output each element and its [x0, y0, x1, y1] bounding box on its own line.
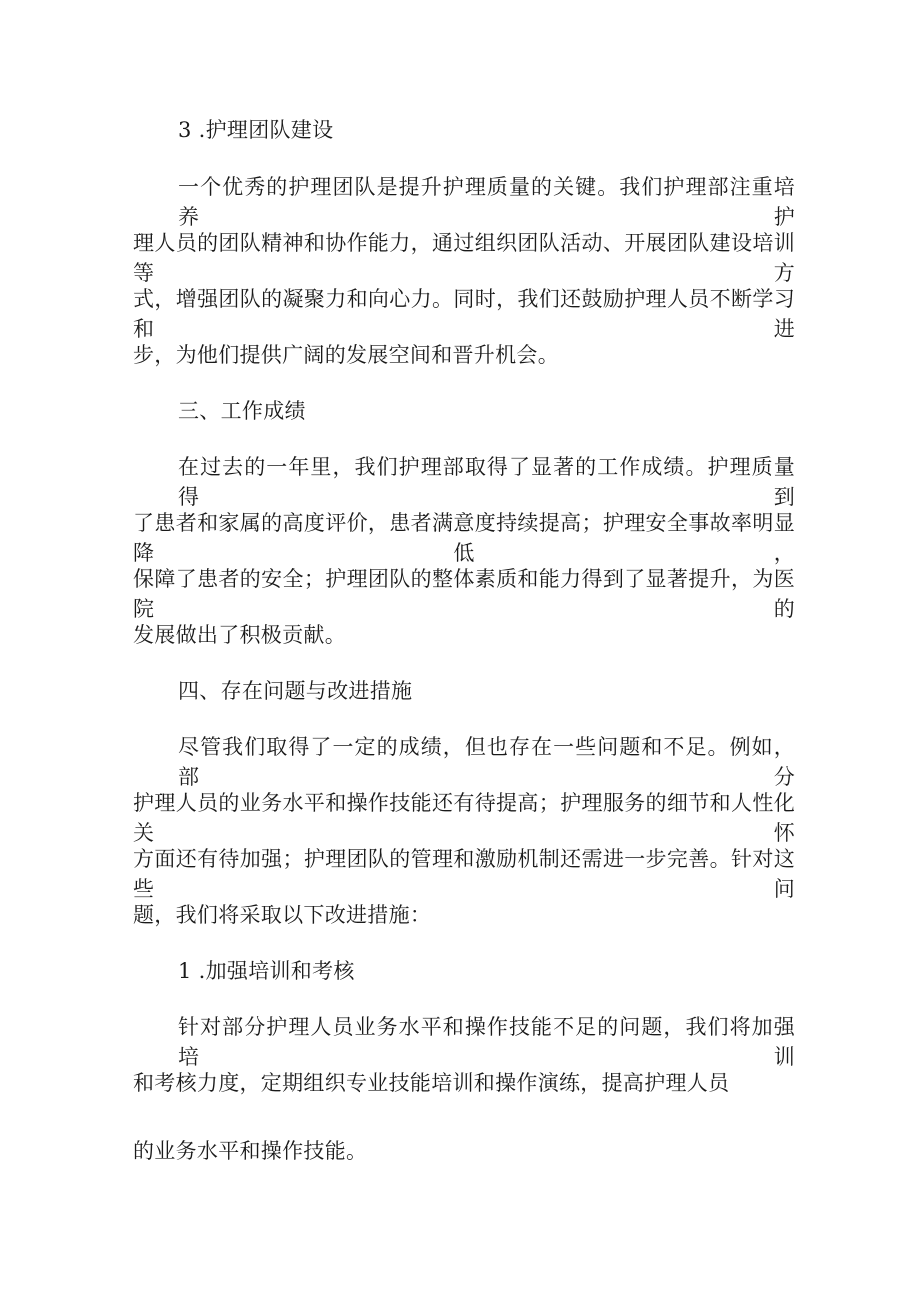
paragraph-line: 方面还有待加强；护理团队的管理和激励机制还需进一步完善。针对这些问: [133, 847, 795, 901]
paragraph-line: 式，增强团队的凝聚力和向心力。同时，我们还鼓励护理人员不断学习和进: [133, 287, 795, 341]
paragraph-line: 针对部分护理人员业务水平和操作技能不足的问题，我们将加强培训: [178, 1015, 795, 1069]
heading-team-building: 3 .护理团队建设: [178, 118, 334, 142]
paragraph-line: 保障了患者的安全；护理团队的整体素质和能力得到了显著提升，为医院的: [133, 567, 795, 621]
heading-issues-improvements: 四、存在问题与改进措施: [178, 679, 413, 703]
paragraph-line: 护理人员的业务水平和操作技能还有待提高；护理服务的细节和人性化关怀: [133, 791, 795, 845]
heading-training-assessment: 1 .加强培训和考核: [178, 959, 355, 983]
paragraph-line: 在过去的一年里，我们护理部取得了显著的工作成绩。护理质量得到: [178, 455, 795, 509]
paragraph-line: 和考核力度，定期组织专业技能培训和操作演练，提高护理人员: [133, 1071, 730, 1095]
paragraph-line: 尽管我们取得了一定的成绩，但也存在一些问题和不足。例如，部分: [178, 735, 795, 789]
paragraph-line: 发展做出了积极贡献。: [133, 623, 346, 647]
paragraph-line: 理人员的团队精神和协作能力，通过组织团队活动、开展团队建设培训等方: [133, 231, 795, 285]
paragraph-line: 步，为他们提供广阔的发展空间和晋升机会。: [133, 343, 559, 367]
paragraph-line: 题，我们将采取以下改进措施：: [133, 903, 432, 927]
paragraph-line: 一个优秀的护理团队是提升护理质量的关键。我们护理部注重培养护: [178, 175, 795, 229]
paragraph-line: 的业务水平和操作技能。: [133, 1139, 368, 1163]
paragraph-line: 了患者和家属的高度评价，患者满意度持续提高；护理安全事故率明显降低，: [133, 511, 795, 565]
heading-work-results: 三、工作成绩: [178, 399, 306, 423]
